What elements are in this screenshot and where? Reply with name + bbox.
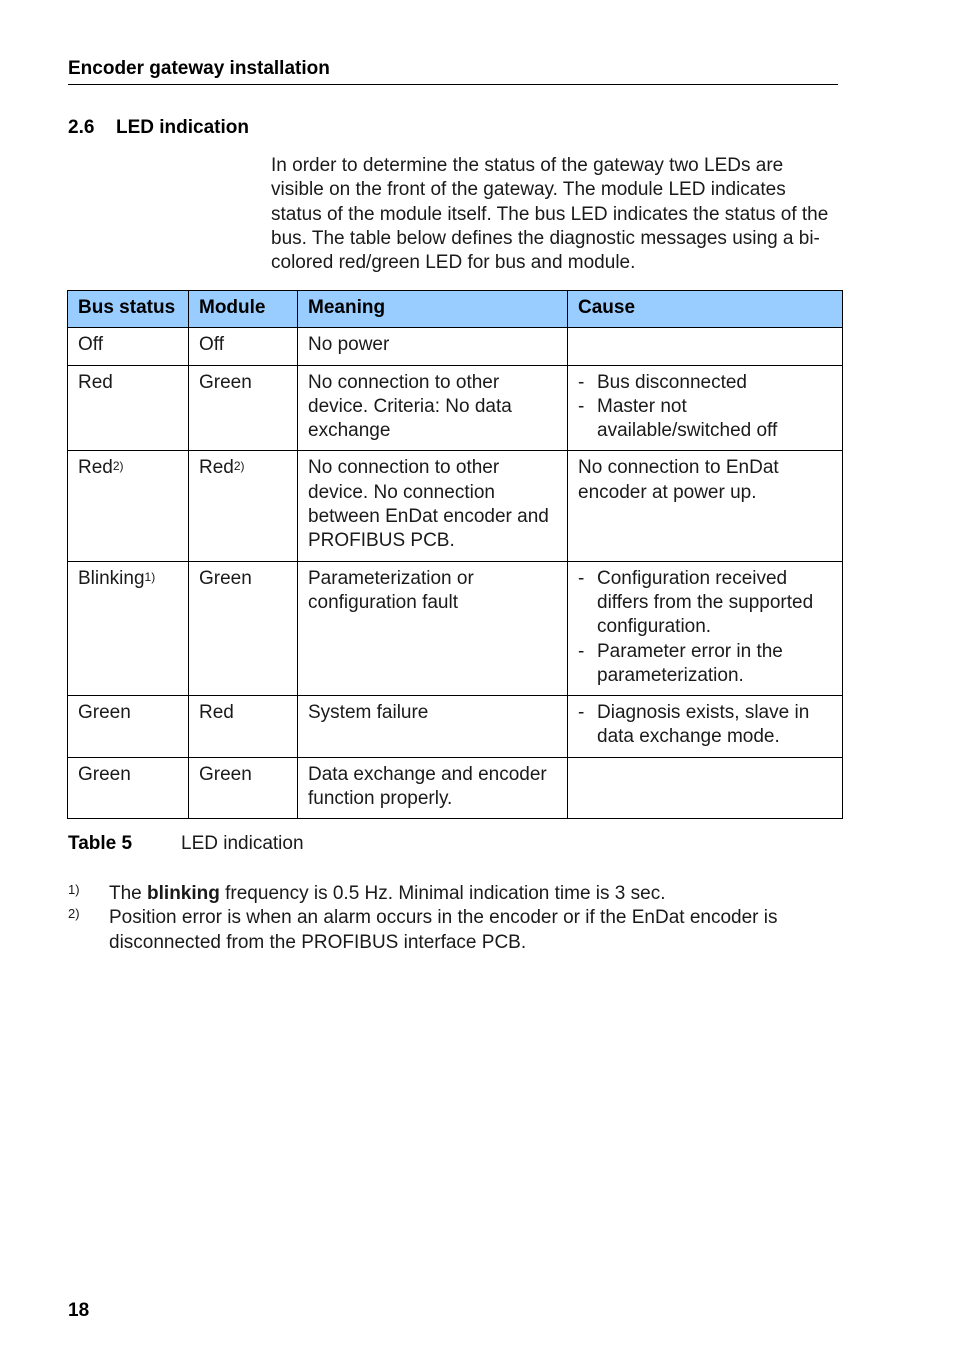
cell-meaning: Parameterization or configuration fault: [298, 561, 568, 695]
header-module: Module: [189, 291, 298, 328]
cell-module: Green: [189, 561, 298, 695]
table-header-row: [68, 291, 843, 328]
table-row: [68, 365, 843, 451]
cause-item: - Configuration received differs from the supported configuration.: [578, 567, 814, 638]
header-cause: Cause: [568, 291, 843, 328]
cell-cause: [568, 365, 843, 451]
footnote-ref: 1): [144, 569, 156, 584]
footnotes: [68, 882, 828, 955]
cell-meaning: Data exchange and encoder function properly.: [298, 757, 568, 819]
cell-meaning: System failure: [298, 696, 568, 758]
footnote-mark: 1): [68, 882, 80, 897]
footnote-bold-term: blinking: [147, 883, 220, 904]
footnote-2: 2) Position error is when an alarm occurs in the encoder or if the EnDat encoder is disconnected from the PROFIBUS interface PCB.: [68, 906, 828, 955]
footnote-ref: 2): [233, 459, 245, 474]
table-row: [68, 328, 843, 365]
cell-bus-status: Off: [68, 328, 189, 365]
cell-cause: [568, 561, 843, 695]
cell-module: Red$^{2)}$: [189, 451, 298, 561]
caption-text: LED indication: [181, 833, 304, 854]
cause-item: - Diagnosis exists, slave in data exchange mode.: [578, 702, 810, 748]
header-bus-status: Bus status: [68, 291, 189, 328]
cause-item: - Master not available/switched off: [578, 395, 778, 442]
table-row: [68, 696, 843, 758]
cell-bus-status: Green: [68, 757, 189, 819]
footnote-ref: 2): [112, 459, 124, 474]
footnote-1: 1) The blinking frequency is 0.5 Hz. Minimal indication time is 3 sec.: [68, 882, 828, 906]
cause-item: - Bus disconnected: [578, 371, 747, 393]
cell-module: Green: [189, 757, 298, 819]
cause-list: [578, 701, 833, 750]
cell-meaning: No connection to other device. Criteria: No data exchange: [298, 365, 568, 451]
section-number: 2.6: [68, 117, 95, 138]
caption-label: Table 5: [68, 833, 133, 854]
cell-cause: [568, 757, 843, 819]
cell-module: Green: [189, 365, 298, 451]
cause-list: [578, 371, 833, 444]
footnote-mark: 2): [68, 906, 80, 922]
cell-bus-status: Red: [68, 365, 189, 451]
cause-list: [578, 567, 833, 688]
led-indication-table: [67, 290, 843, 819]
table-row: [68, 561, 843, 695]
page-number: 18: [68, 1300, 90, 1321]
cell-module: Off: [189, 328, 298, 365]
section-title: LED indication: [116, 117, 249, 138]
cell-meaning: No connection to other device. No connection between EnDat encoder and PROFIBUS PCB.: [298, 451, 568, 561]
running-header: Encoder gateway installation: [68, 58, 838, 85]
table-row: [68, 451, 843, 561]
table-row: [68, 757, 843, 819]
section-heading: [68, 117, 249, 139]
cause-item: - Parameter error in the parameterization.: [578, 640, 783, 686]
intro-paragraph: In order to determine the status of the gateway two LEDs are visible on the front of the gateway. The module LED indicates status of the module itself. The bus LED indicates the status of the bus. The table below defines the diagnostic messages using a bi-colored red/green LED for bus and module.: [271, 155, 829, 274]
cell-cause: No connection to EnDat encoder at power up.: [568, 451, 843, 561]
header-meaning: Meaning: [298, 291, 568, 328]
cell-bus-status: Green: [68, 696, 189, 758]
cell-module: Red: [189, 696, 298, 758]
cell-meaning: No power: [298, 328, 568, 365]
cell-bus-status: Blinking$^{1)}$: [68, 561, 189, 695]
cell-cause: [568, 696, 843, 758]
cell-bus-status: Red$^{2)}$: [68, 451, 189, 561]
table-caption: [68, 833, 304, 855]
cell-cause: [568, 328, 843, 365]
